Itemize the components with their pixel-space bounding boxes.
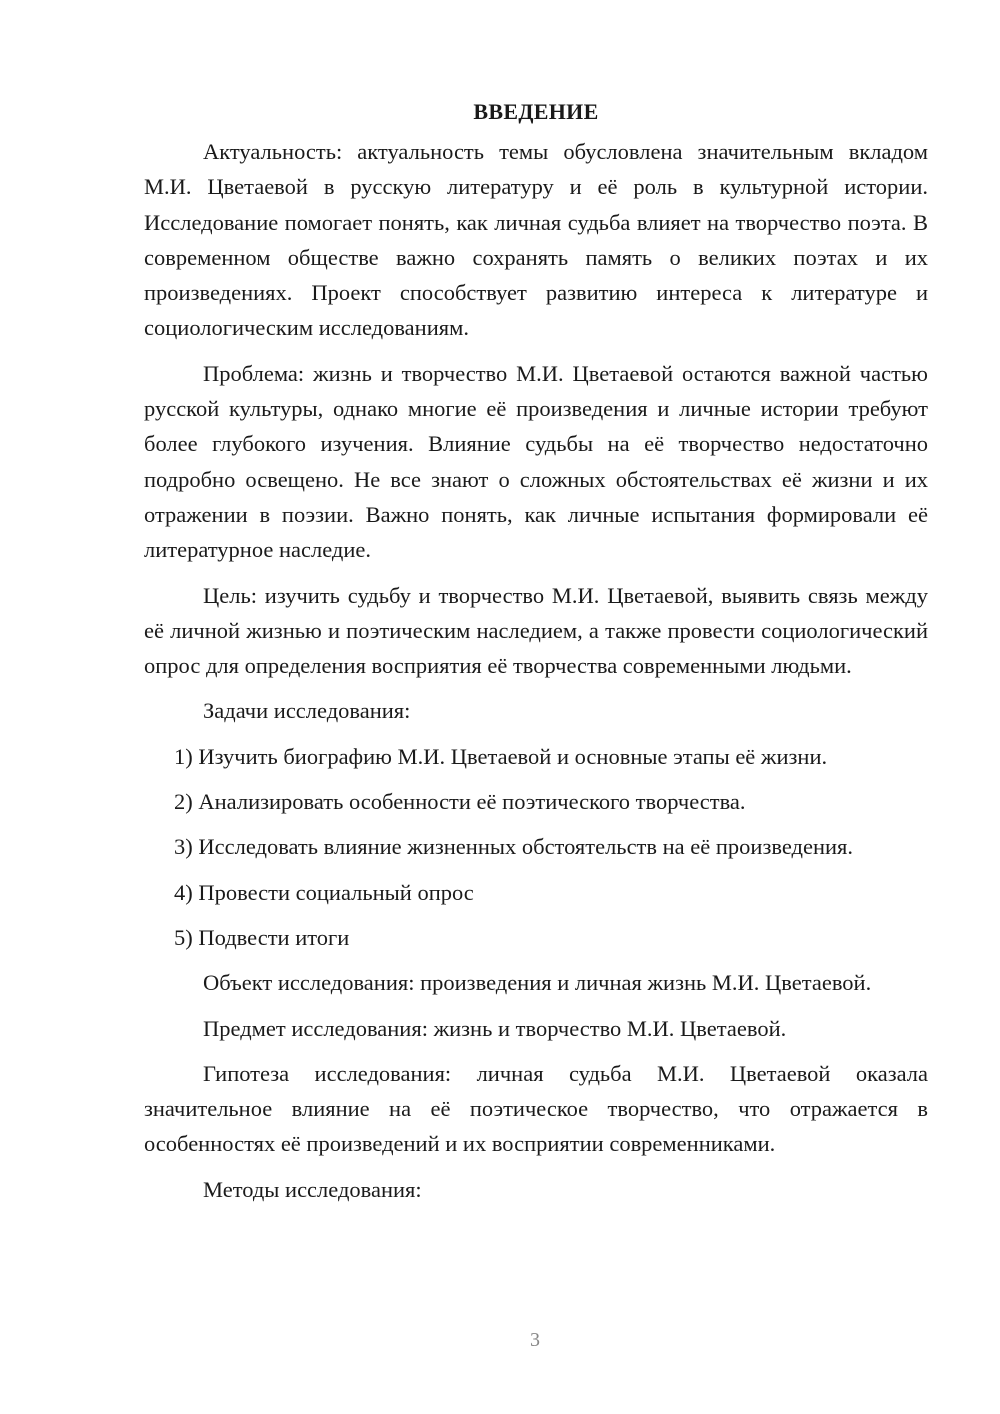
- task-item: 4) Провести социальный опрос: [174, 879, 474, 905]
- goal-paragraph: Цель: изучить судьбу и творчество М.И. Цветаевой, выявить связь между её личной жизнью и поэтическим наследием, а также провести социологический опрос для определения восприятия её творчества современными людьми.: [144, 582, 928, 679]
- subject-paragraph: Предмет исследования: жизнь и творчество М.И. Цветаевой.: [203, 1015, 787, 1041]
- page-number: 3: [530, 1329, 540, 1351]
- document-page: [144, 94, 928, 1217]
- tasks-title: Задачи исследования:: [203, 698, 411, 724]
- problem-paragraph: Проблема: жизнь и творчество М.И. Цветаевой остаются важной частью русской культуры, однако многие её произведения и личные истории требуют более глубокого изучения. Влияние судьбы на её творчество недостаточно подробно освещено. Не все знают о сложных обстоятельствах её жизни и их отражении в поэзии. Важно понять, как личные испытания формировали её литературное наследие.: [144, 360, 928, 563]
- task-item: 2) Анализировать особенности её поэтического творчества.: [174, 789, 746, 815]
- task-item: 1) Изучить биографию М.И. Цветаевой и основные этапы её жизни.: [174, 743, 828, 769]
- methods-title: Методы исследования:: [203, 1176, 422, 1202]
- object-paragraph: Объект исследования: произведения и личная жизнь М.И. Цветаевой.: [203, 970, 872, 996]
- task-item: 3) Исследовать влияние жизненных обстоятельств на её произведения.: [174, 834, 854, 860]
- task-item: 5) Подвести итоги: [174, 924, 350, 950]
- hypothesis-paragraph: Гипотеза исследования: личная судьба М.И. Цветаевой оказала значительное влияние на её поэтическое творчество, что отражается в особенностях её произведений и их восприятии современниками.: [144, 1060, 928, 1157]
- relevance-paragraph: Актуальность: актуальность темы обусловлена значительным вкладом М.И. Цветаевой в русскую литературу и её роль в культурной истории. Исследование помогает понять, как личная судьба влияет на творчество поэта. В современном обществе важно сохранять память о великих поэтах и их произведениях. Проект способствует развитию интереса к литературе и социологическим исследованиям.: [144, 139, 928, 341]
- section-heading: ВВЕДЕНИЕ: [473, 99, 599, 124]
- tasks-list: [144, 739, 928, 955]
